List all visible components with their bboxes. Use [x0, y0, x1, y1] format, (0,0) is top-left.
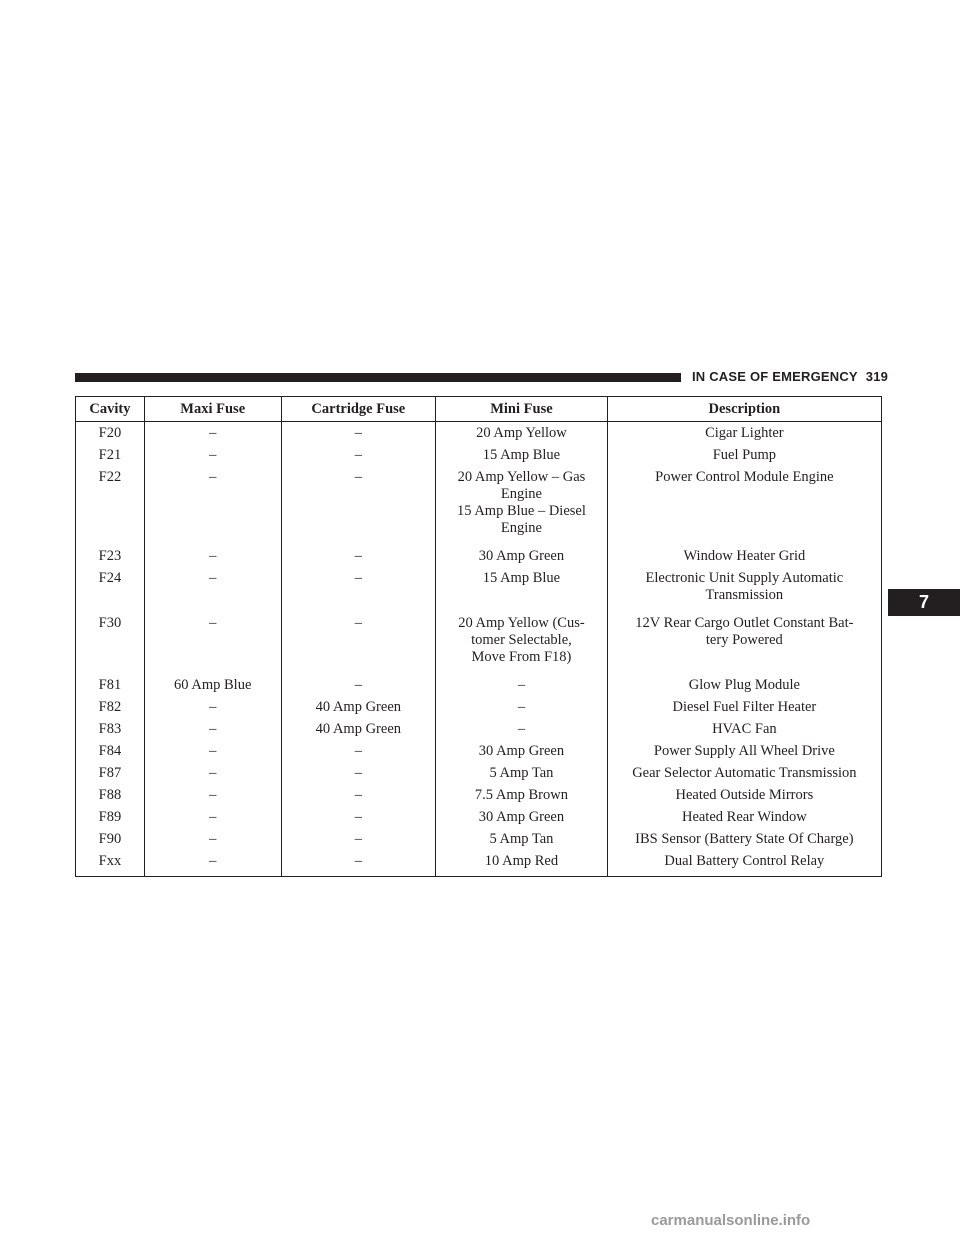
description-cell-line: Transmission	[705, 587, 784, 603]
mini-fuse-cell-line: 7.5 Amp Brown	[474, 787, 568, 803]
description-cell-line: Heated Rear Window	[681, 809, 807, 825]
section-title: IN CASE OF EMERGENCY	[692, 369, 858, 384]
page-number: 319	[865, 369, 889, 384]
cavity-cell: F84	[76, 740, 145, 762]
maxi-fuse-cell: 60 Amp Blue	[144, 674, 281, 696]
cavity-cell: F87	[76, 762, 145, 784]
header-rule	[75, 373, 681, 382]
mini-fuse-cell	[436, 422, 608, 445]
mini-fuse-cell-line: 30 Amp Green	[478, 809, 565, 825]
mini-fuse-cell-line: Engine	[500, 520, 542, 536]
cartridge-fuse-cell: –	[281, 444, 436, 466]
table-row	[76, 696, 882, 718]
table-header-row	[76, 397, 882, 422]
description-cell-line: Gear Selector Automatic Transmission	[632, 765, 857, 781]
mini-fuse-cell-line: 15 Amp Blue – Diesel	[457, 503, 586, 519]
mini-fuse-cell	[436, 806, 608, 828]
mini-fuse-cell-line: 20 Amp Yellow (Cus-	[458, 615, 585, 631]
description-cell-line: HVAC Fan	[712, 721, 777, 737]
maxi-fuse-cell: –	[144, 784, 281, 806]
mini-fuse-cell-line: 10 Amp Red	[484, 853, 559, 869]
mini-fuse-cell	[436, 718, 608, 740]
mini-fuse-cell-line: 20 Amp Yellow	[476, 425, 567, 441]
mini-fuse-cell	[436, 567, 608, 612]
cavity-cell: F23	[76, 545, 145, 567]
mini-fuse-cell-line: tomer Selectable,	[471, 632, 572, 648]
mini-fuse-cell-line: Move From F18)	[471, 649, 572, 665]
mini-fuse-cell-line: 20 Amp Yellow – Gas	[457, 469, 586, 485]
table-row	[76, 545, 882, 567]
cavity-cell: F88	[76, 784, 145, 806]
mini-fuse-cell-line: 5 Amp Tan	[489, 831, 554, 847]
table-row	[76, 828, 882, 850]
mini-fuse-cell	[436, 674, 608, 696]
description-cell	[607, 762, 881, 784]
cartridge-fuse-cell: –	[281, 545, 436, 567]
cavity-cell: F89	[76, 806, 145, 828]
description-cell	[607, 567, 881, 612]
mini-fuse-cell-line: 30 Amp Green	[478, 743, 565, 759]
chapter-tab[interactable]: 7	[888, 589, 960, 616]
mini-fuse-cell	[436, 696, 608, 718]
description-cell	[607, 784, 881, 806]
mini-fuse-cell-line: 30 Amp Green	[478, 548, 565, 564]
column-header-description: Description	[607, 397, 881, 422]
cavity-cell: F90	[76, 828, 145, 850]
column-header-cavity: Cavity	[76, 397, 145, 422]
maxi-fuse-cell: –	[144, 567, 281, 612]
watermark-text: carmanualsonline.info	[651, 1212, 811, 1229]
description-cell-line: Electronic Unit Supply Automatic	[645, 570, 844, 586]
description-cell	[607, 422, 881, 445]
description-cell-line: IBS Sensor (Battery State Of Charge)	[635, 831, 854, 847]
mini-fuse-cell	[436, 828, 608, 850]
table-row	[76, 762, 882, 784]
table-row	[76, 567, 882, 612]
cavity-cell: Fxx	[76, 850, 145, 877]
mini-fuse-cell	[436, 850, 608, 877]
cartridge-fuse-cell: –	[281, 422, 436, 445]
table-row	[76, 444, 882, 466]
mini-fuse-cell-line: –	[517, 677, 526, 693]
cartridge-fuse-cell: –	[281, 612, 436, 674]
description-cell	[607, 612, 881, 674]
description-cell-line: Power Supply All Wheel Drive	[653, 743, 835, 759]
maxi-fuse-cell: –	[144, 696, 281, 718]
description-cell	[607, 444, 881, 466]
cavity-cell: F24	[76, 567, 145, 612]
description-cell-line: 12V Rear Cargo Outlet Constant Bat-	[635, 615, 854, 631]
cartridge-fuse-cell: –	[281, 784, 436, 806]
mini-fuse-cell-line: 5 Amp Tan	[489, 765, 554, 781]
mini-fuse-cell-line: –	[517, 699, 526, 715]
maxi-fuse-cell: –	[144, 545, 281, 567]
description-cell-line: Heated Outside Mirrors	[675, 787, 814, 803]
column-header-mini-fuse: Mini Fuse	[436, 397, 608, 422]
maxi-fuse-cell: –	[144, 718, 281, 740]
mini-fuse-cell	[436, 545, 608, 567]
cavity-cell: F83	[76, 718, 145, 740]
description-cell	[607, 806, 881, 828]
description-cell-line: Window Heater Grid	[683, 548, 806, 564]
description-cell	[607, 828, 881, 850]
mini-fuse-cell	[436, 444, 608, 466]
mini-fuse-cell	[436, 466, 608, 545]
description-cell-line: Dual Battery Control Relay	[664, 853, 825, 869]
cavity-cell: F81	[76, 674, 145, 696]
description-cell	[607, 674, 881, 696]
cartridge-fuse-cell: –	[281, 850, 436, 877]
description-cell-line: tery Powered	[705, 632, 783, 648]
mini-fuse-cell	[436, 762, 608, 784]
table-row	[76, 422, 882, 445]
running-header	[692, 368, 888, 386]
cavity-cell: F20	[76, 422, 145, 445]
description-cell	[607, 718, 881, 740]
mini-fuse-cell-line: Engine	[500, 486, 542, 502]
mini-fuse-cell	[436, 740, 608, 762]
maxi-fuse-cell: –	[144, 762, 281, 784]
maxi-fuse-cell: –	[144, 740, 281, 762]
table-row	[76, 466, 882, 545]
cartridge-fuse-cell: –	[281, 762, 436, 784]
cartridge-fuse-cell: 40 Amp Green	[281, 696, 436, 718]
maxi-fuse-cell: –	[144, 422, 281, 445]
maxi-fuse-cell: –	[144, 850, 281, 877]
fuse-table	[75, 396, 882, 877]
fuse-table-body	[76, 422, 882, 877]
table-row	[76, 740, 882, 762]
column-header-cartridge-fuse: Cartridge Fuse	[281, 397, 436, 422]
column-header-maxi-fuse: Maxi Fuse	[144, 397, 281, 422]
description-cell	[607, 545, 881, 567]
cartridge-fuse-cell: –	[281, 567, 436, 612]
table-row	[76, 850, 882, 877]
maxi-fuse-cell: –	[144, 444, 281, 466]
description-cell	[607, 850, 881, 877]
description-cell-line: Power Control Module Engine	[655, 469, 834, 485]
maxi-fuse-cell: –	[144, 806, 281, 828]
mini-fuse-cell-line: 15 Amp Blue	[482, 447, 561, 463]
description-cell	[607, 466, 881, 545]
description-cell-line: Diesel Fuel Filter Heater	[672, 699, 817, 715]
description-cell-line: Fuel Pump	[712, 447, 776, 463]
description-cell-line: Cigar Lighter	[705, 425, 784, 441]
description-cell	[607, 740, 881, 762]
cartridge-fuse-cell: –	[281, 806, 436, 828]
maxi-fuse-cell: –	[144, 828, 281, 850]
table-row	[76, 784, 882, 806]
maxi-fuse-cell: –	[144, 612, 281, 674]
cartridge-fuse-cell: –	[281, 828, 436, 850]
cavity-cell: F82	[76, 696, 145, 718]
table-row	[76, 674, 882, 696]
cartridge-fuse-cell: –	[281, 674, 436, 696]
description-cell-line: Glow Plug Module	[688, 677, 800, 693]
mini-fuse-cell-line: –	[517, 721, 526, 737]
cartridge-fuse-cell: –	[281, 466, 436, 545]
mini-fuse-cell	[436, 612, 608, 674]
cartridge-fuse-cell: –	[281, 740, 436, 762]
table-row	[76, 718, 882, 740]
table-row	[76, 806, 882, 828]
table-row	[76, 612, 882, 674]
description-cell	[607, 696, 881, 718]
cavity-cell: F21	[76, 444, 145, 466]
cavity-cell: F22	[76, 466, 145, 545]
maxi-fuse-cell: –	[144, 466, 281, 545]
mini-fuse-cell-line: 15 Amp Blue	[482, 570, 561, 586]
cartridge-fuse-cell: 40 Amp Green	[281, 718, 436, 740]
mini-fuse-cell	[436, 784, 608, 806]
cavity-cell: F30	[76, 612, 145, 674]
